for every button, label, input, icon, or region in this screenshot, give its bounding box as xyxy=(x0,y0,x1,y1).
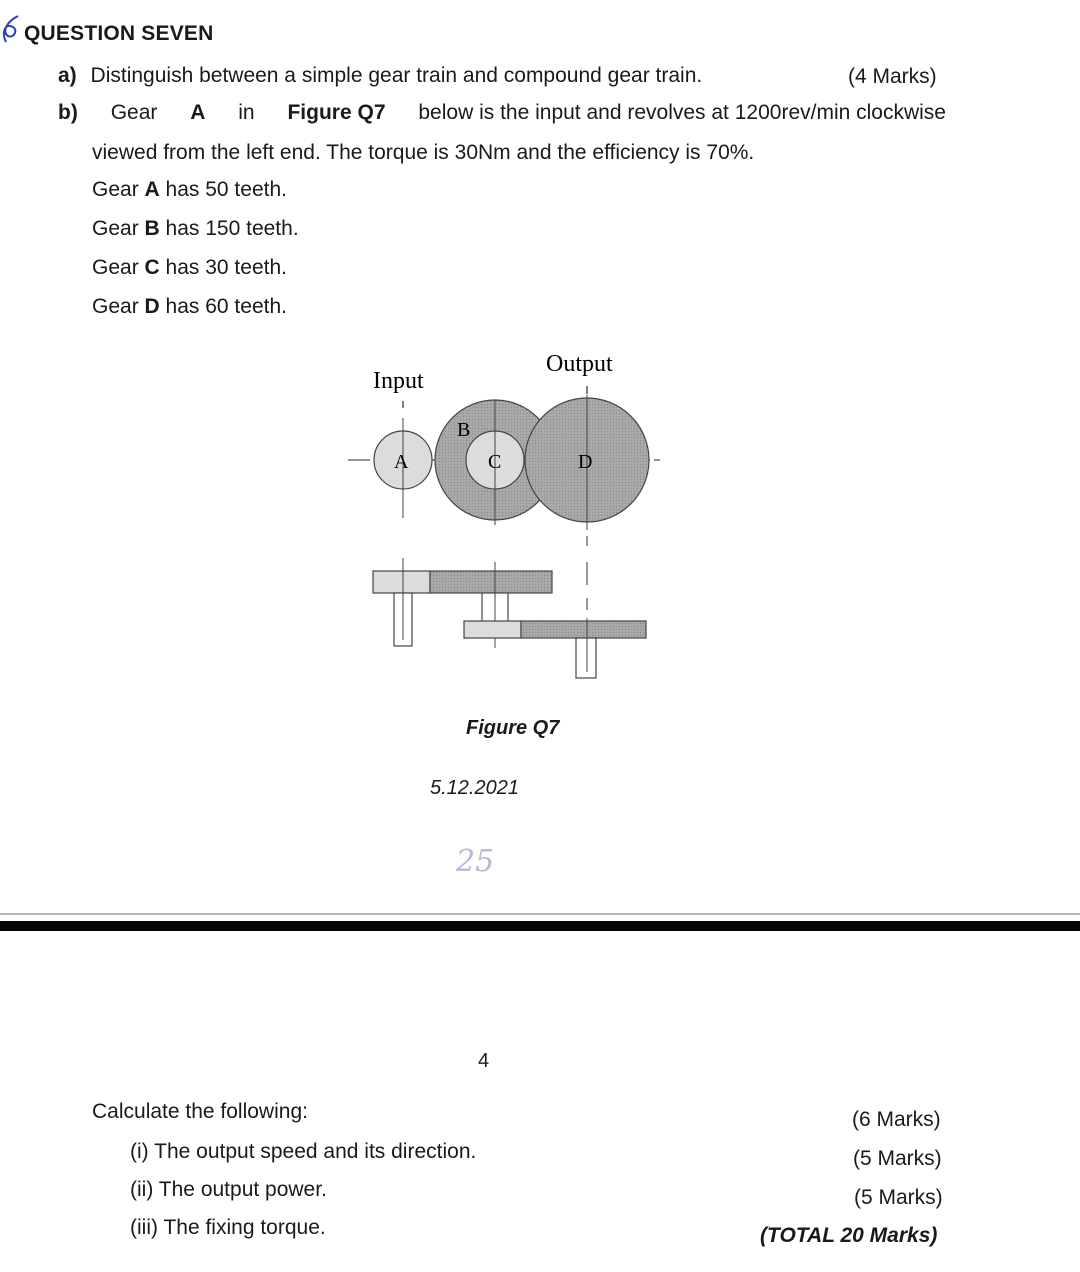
calc-item-1 xyxy=(130,1140,476,1164)
part-a-marks: (4 Marks) xyxy=(848,65,937,88)
calc-item-3-marks: (5 Marks) xyxy=(854,1186,943,1209)
gear-train-figure xyxy=(330,340,690,690)
part-b-label: b) xyxy=(58,101,78,124)
date-note: 5.12.2021 xyxy=(430,777,519,799)
part-a-text: Distinguish between a simple gear train and compound gear train. xyxy=(90,64,703,87)
part-b-line1 xyxy=(58,101,946,125)
calc-item-1-text: The output speed and its direction. xyxy=(154,1140,477,1163)
gear-b-label: B xyxy=(457,419,471,441)
calc-item-3-label: (iii) xyxy=(130,1216,158,1239)
calc-item-1-label: (i) xyxy=(130,1140,149,1163)
part-b-word-gear: Gear xyxy=(110,101,158,124)
calc-item-2 xyxy=(130,1178,327,1202)
gear-a-label: A xyxy=(394,451,409,473)
calc-item-2-marks: (5 Marks) xyxy=(853,1147,942,1170)
part-a-line xyxy=(58,64,702,88)
calc-item-3-text: The fixing torque. xyxy=(163,1216,326,1239)
page-number: 4 xyxy=(478,1050,490,1072)
part-a-label: a) xyxy=(58,64,77,87)
input-label: Input xyxy=(373,368,424,394)
gear-spec-d: Gear D has 60 teeth. xyxy=(92,295,287,318)
gear-d-label: D xyxy=(578,451,593,473)
gear-c-label: C xyxy=(488,451,502,473)
total-marks: (TOTAL 20 Marks) xyxy=(760,1224,938,1247)
figure-caption: Figure Q7 xyxy=(466,717,560,739)
calc-item-2-label: (ii) xyxy=(130,1178,154,1201)
gear-spec-c: Gear C has 30 teeth. xyxy=(92,256,287,279)
pen-mark-icon xyxy=(0,14,26,44)
calc-item-1-marks: (6 Marks) xyxy=(852,1108,941,1131)
calculate-intro: Calculate the following: xyxy=(92,1100,308,1123)
gear-spec-b: Gear B has 150 teeth. xyxy=(92,217,299,240)
gear-spec-a: Gear A has 50 teeth. xyxy=(92,178,287,201)
calc-item-2-text: The output power. xyxy=(158,1178,327,1201)
part-b-word-in: in xyxy=(238,101,255,124)
output-label: Output xyxy=(546,351,613,377)
part-b-figure-ref: Figure Q7 xyxy=(287,101,386,124)
handwritten-note: 25 xyxy=(456,844,495,879)
page-divider xyxy=(0,921,1080,931)
part-b-gear-a: A xyxy=(190,101,206,124)
part-b-line1-rest: below is the input and revolves at 1200rev/min clockwise xyxy=(418,101,946,124)
question-title: QUESTION SEVEN xyxy=(24,22,214,45)
part-b-line2: viewed from the left end. The torque is 30Nm and the efficiency is 70%. xyxy=(92,141,755,164)
calc-item-3 xyxy=(130,1216,326,1240)
page-divider-thin xyxy=(0,913,1080,915)
